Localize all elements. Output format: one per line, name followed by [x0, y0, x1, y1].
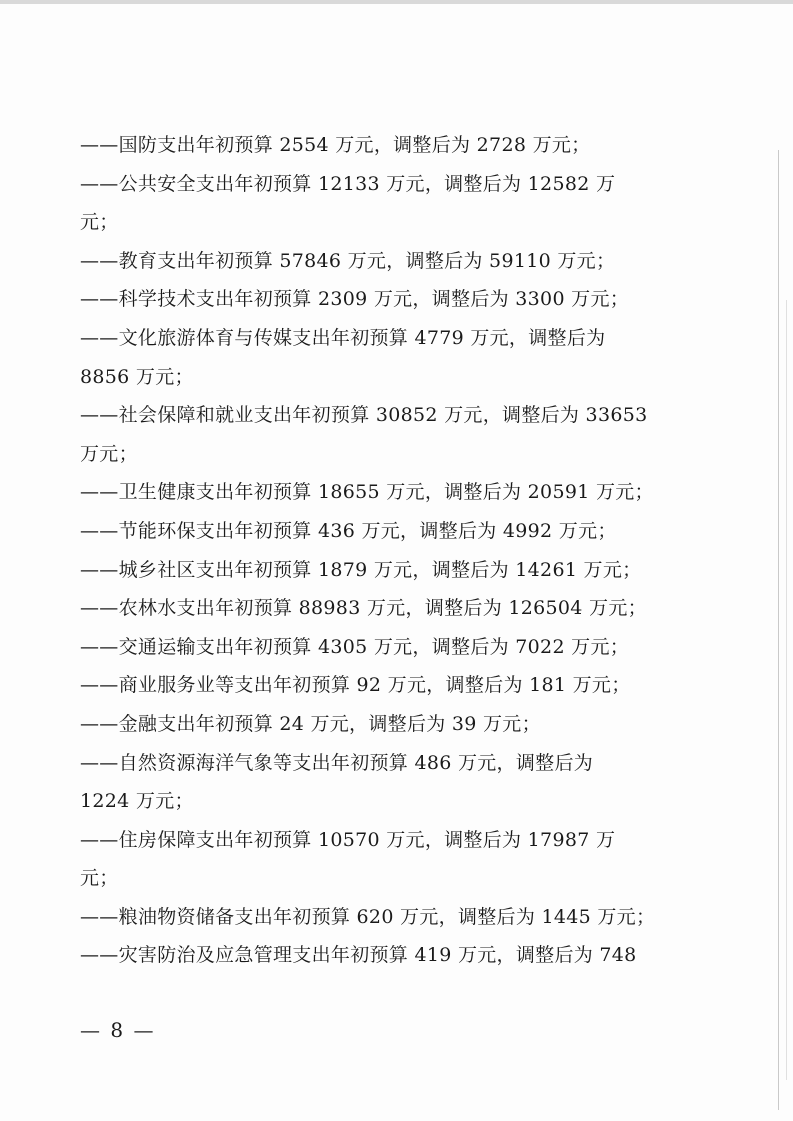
budget-item-commerce: ——商业服务业等支出年初预算 92 万元，调整后为 181 万元； — [80, 674, 631, 697]
budget-adjustment-list — [80, 126, 680, 975]
budget-item-urban-rural: ——城乡社区支出年初预算 1879 万元，调整后为 14261 万元； — [80, 558, 642, 581]
budget-item-natural-resources: ——自然资源海洋气象等支出年初预算 486 万元，调整后为 — [80, 751, 594, 774]
budget-item-education: ——教育支出年初预算 57846 万元，调整后为 59110 万元； — [80, 249, 616, 272]
budget-item-social-security-cont: 万元； — [80, 442, 138, 465]
budget-item-social-security: ——社会保障和就业支出年初预算 30852 万元，调整后为 33653 — [80, 404, 648, 427]
budget-item-health: ——卫生健康支出年初预算 18655 万元，调整后为 20591 万元； — [80, 481, 654, 504]
budget-item-grain-reserve: ——粮油物资储备支出年初预算 620 万元，调整后为 1445 万元； — [80, 905, 656, 928]
budget-item-housing-cont: 元； — [80, 867, 119, 890]
budget-item-natural-resources-cont: 1224 万元； — [80, 790, 194, 813]
scan-artifact-line — [778, 150, 779, 1110]
scan-top-edge — [0, 0, 793, 4]
budget-item-housing: ——住房保障支出年初预算 10570 万元，调整后为 17987 万 — [80, 828, 616, 851]
budget-item-transport: ——交通运输支出年初预算 4305 万元，调整后为 7022 万元； — [80, 635, 630, 658]
budget-item-finance: ——金融支出年初预算 24 万元，调整后为 39 万元； — [80, 712, 541, 735]
budget-item-defense: ——国防支出年初预算 2554 万元，调整后为 2728 万元； — [80, 134, 591, 156]
budget-item-public-security-cont: 元； — [80, 211, 119, 234]
budget-item-culture: ——文化旅游体育与传媒支出年初预算 4779 万元，调整后为 — [80, 326, 606, 349]
budget-item-agriculture: ——农林水支出年初预算 88983 万元，调整后为 126504 万元； — [80, 597, 647, 620]
budget-item-public-security: ——公共安全支出年初预算 12133 万元，调整后为 12582 万 — [80, 172, 616, 195]
budget-item-disaster-prevention: ——灾害防治及应急管理支出年初预算 419 万元，调整后为 748 — [80, 944, 637, 967]
budget-item-environment: ——节能环保支出年初预算 436 万元，调整后为 4992 万元； — [80, 519, 617, 542]
budget-item-science: ——科学技术支出年初预算 2309 万元，调整后为 3300 万元； — [80, 288, 630, 311]
budget-item-culture-cont: 8856 万元； — [80, 365, 194, 388]
scan-artifact-line — [786, 300, 787, 1080]
page-number: — 8 — — [80, 1018, 156, 1042]
